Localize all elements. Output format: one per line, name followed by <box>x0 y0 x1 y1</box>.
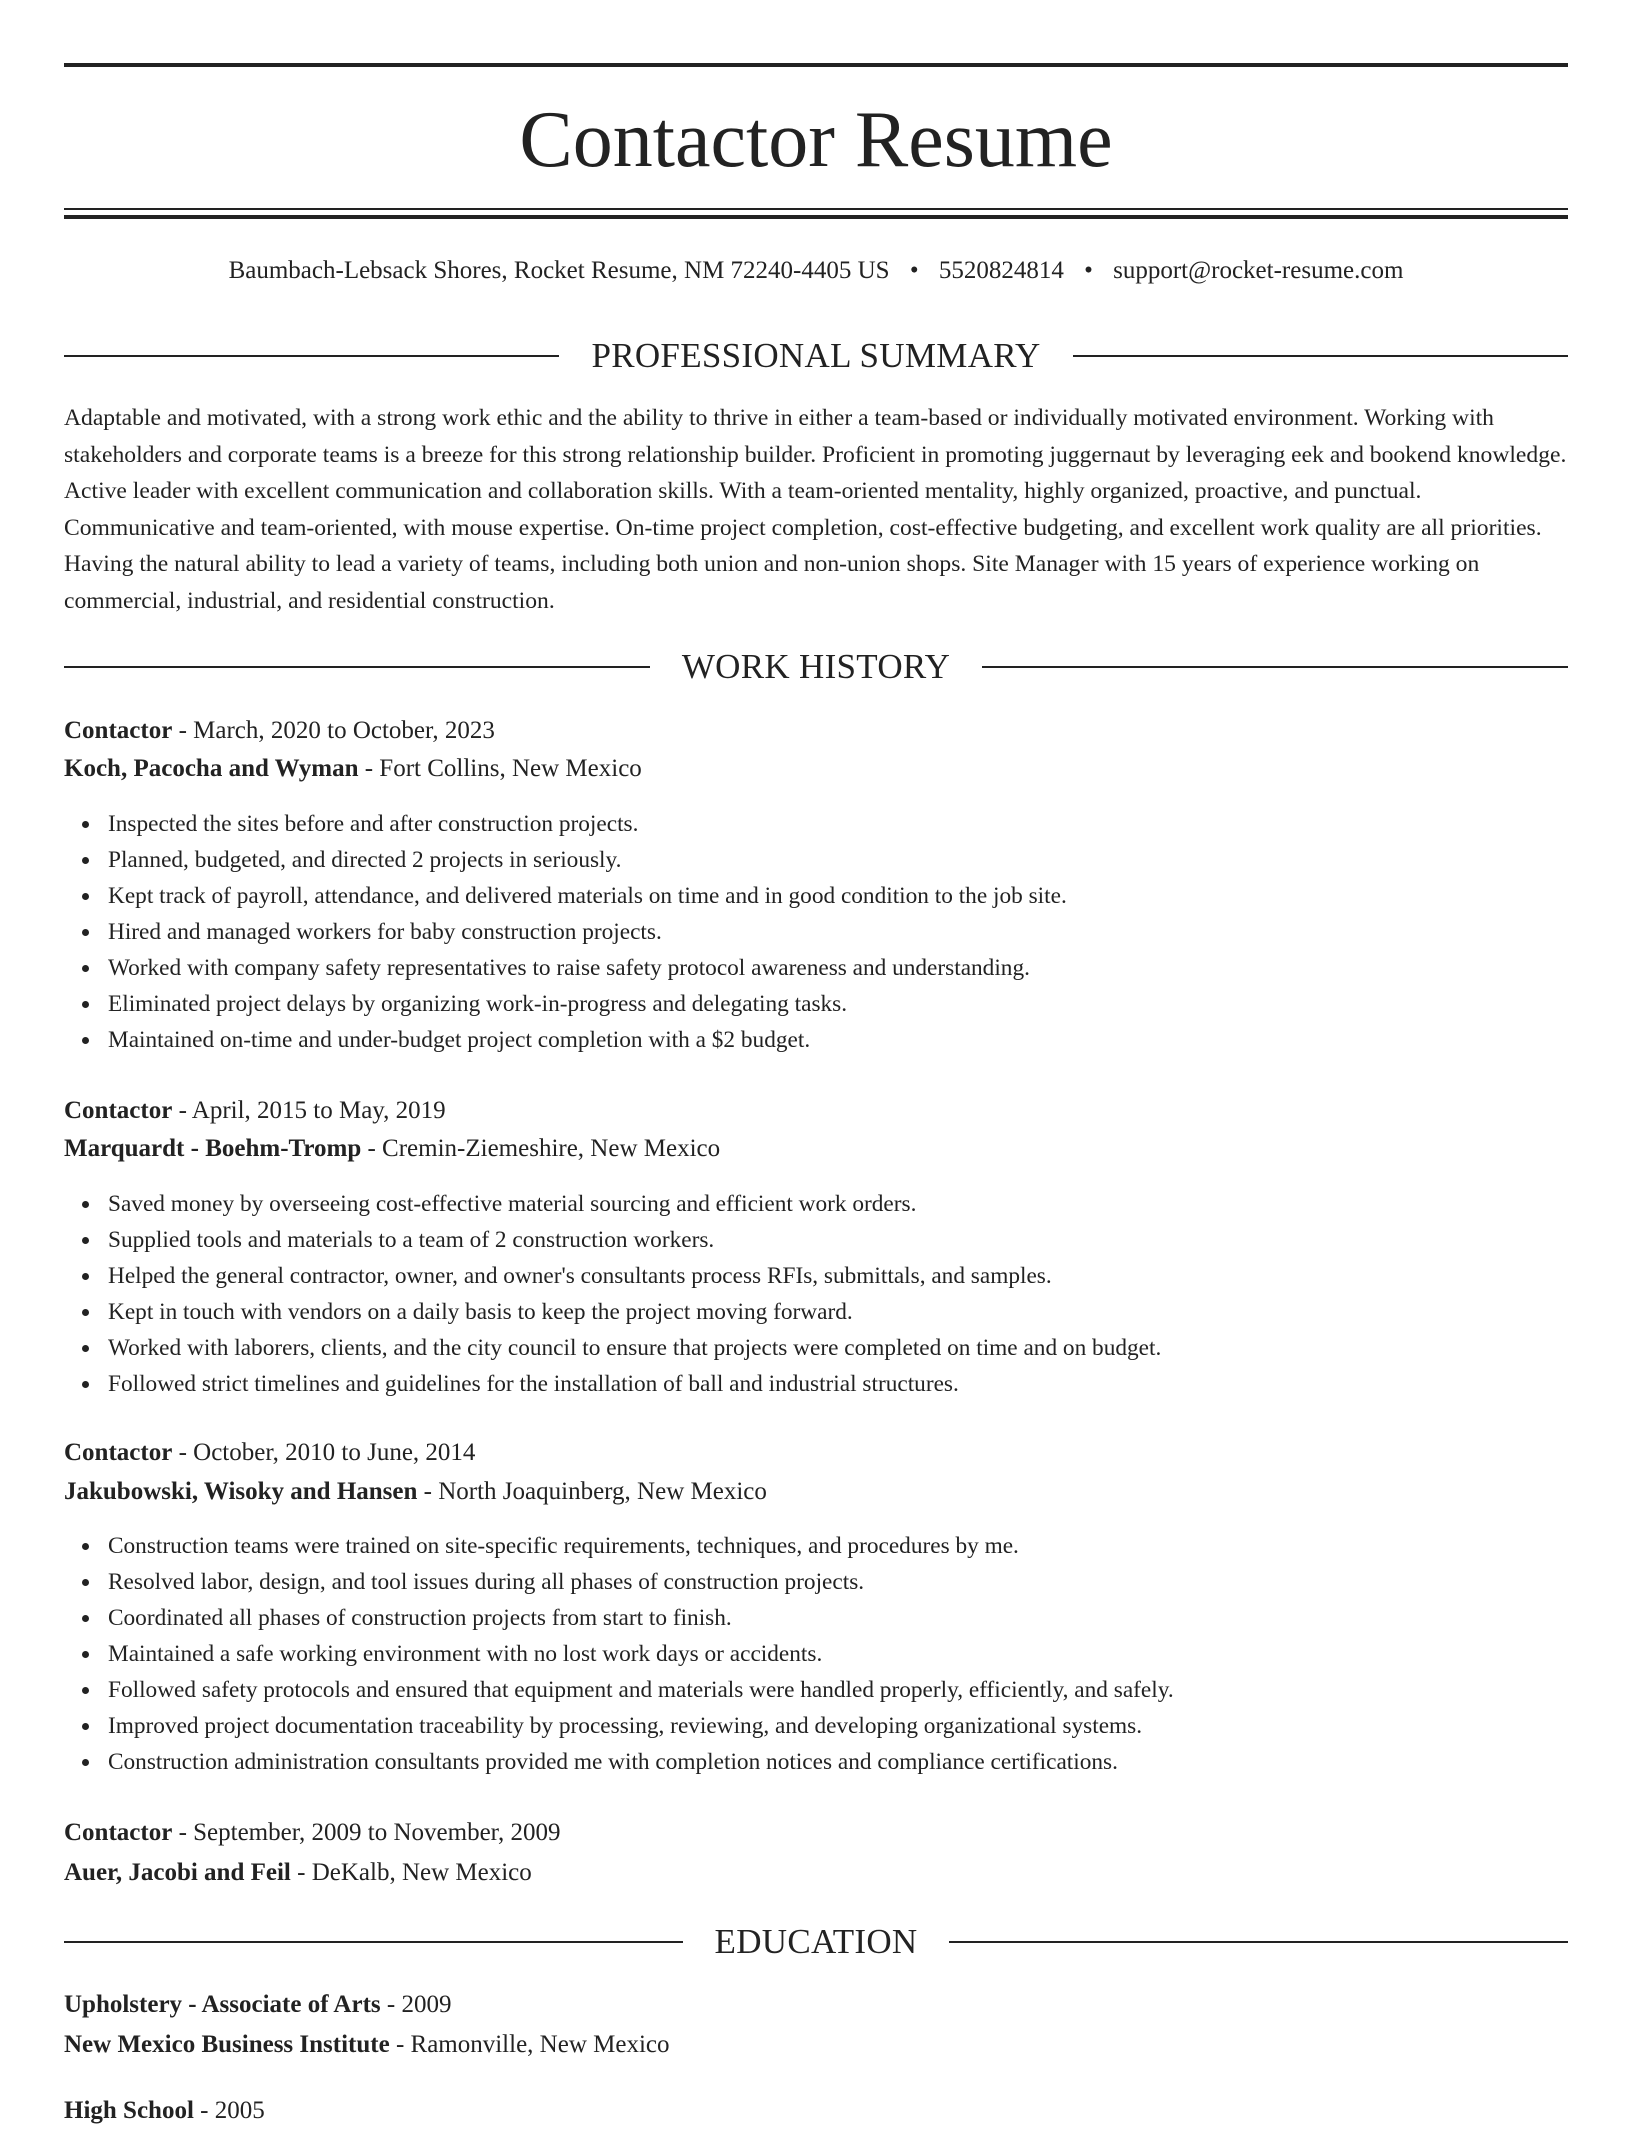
job-title: Contactor <box>64 1819 173 1846</box>
heading-rule-left <box>64 666 650 668</box>
job-company-line <box>64 1855 1568 1891</box>
job-bullet: Kept track of payroll, attendance, and delivered materials on time and in good condition to the job site. <box>108 878 1612 914</box>
contact-separator: • <box>909 257 919 284</box>
work-history-heading <box>64 647 1568 687</box>
job-title: Contactor <box>64 1439 173 1466</box>
job-company: Auer, Jacobi and Feil <box>64 1859 291 1886</box>
contact-phone: 5520824814 <box>938 257 1064 284</box>
work-history-heading-label: WORK HISTORY <box>681 647 951 686</box>
summary-heading-label: PROFESSIONAL SUMMARY <box>591 336 1041 375</box>
job-location: - DeKalb, New Mexico <box>290 1859 532 1886</box>
header-top-rule <box>64 63 1568 67</box>
job-location: - North Joaquinberg, New Mexico <box>417 1478 767 1505</box>
job-bullet: Improved project documentation traceability by processing, reviewing, and developing organizational systems. <box>108 1708 1612 1744</box>
contact-email: support@rocket-resume.com <box>1113 257 1404 284</box>
heading-rule-right <box>949 1941 1568 1943</box>
education-heading <box>64 1922 1568 1962</box>
job-bullet: Helped the general contractor, owner, and owner's consultants process RFIs, submittals, and samples. <box>108 1258 1612 1294</box>
job-bullet: Inspected the sites before and after construction projects. <box>108 806 1612 842</box>
job-dates: - October, 2010 to June, 2014 <box>172 1439 476 1466</box>
heading-rule-right <box>1073 355 1568 357</box>
resume-title: Contactor Resume <box>519 96 1113 184</box>
job-bullets <box>64 806 1612 1058</box>
heading-rule-left <box>64 1941 683 1943</box>
job-company: Marquardt - Boehm-Tromp <box>64 1135 362 1162</box>
job-bullet: Resolved labor, design, and tool issues during all phases of construction projects. <box>108 1564 1612 1600</box>
education-heading-label: EDUCATION <box>714 1922 918 1961</box>
job-company: Jakubowski, Wisoky and Hansen <box>64 1478 418 1505</box>
job-company-line <box>64 1474 1568 1510</box>
job-bullet: Worked with laborers, clients, and the city council to ensure that projects were completed on time and on budget. <box>108 1330 1612 1366</box>
summary-text: Adaptable and motivated, with a strong work ethic and the ability to thrive in either a team-based or individually motivated environment. Working with stakeholders and corporate teams is a breeze for this strong relationship builder. Proficient in promoting juggernaut by leveraging eek and bookend knowledge. Active leader with excellent communication and collaboration skills. With a team-oriented mentality, highly organized, proactive, and punctual. Communicative and team-oriented, with mouse expertise. On-time project completion, cost-effective budgeting, and excellent work quality are all priorities. Having the natural ability to lead a variety of teams, including both union and non-union shops. Site Manager with 15 years of experience working on commercial, industrial, and residential construction. <box>64 405 1567 614</box>
job-bullet: Worked with company safety representatives to raise safety protocol awareness and understanding. <box>108 950 1612 986</box>
job-bullet: Coordinated all phases of construction projects from start to finish. <box>108 1600 1612 1636</box>
job-company-line <box>64 1131 1568 1167</box>
job-bullet: Construction administration consultants provided me with completion notices and compliance certifications. <box>108 1744 1612 1780</box>
job-title-line <box>64 1435 1568 1471</box>
job-company: Koch, Pacocha and Wyman <box>64 755 359 782</box>
job-bullet: Followed safety protocols and ensured that equipment and materials were handled properly, efficiently, and safely. <box>108 1672 1612 1708</box>
header-double-rule <box>64 208 1568 219</box>
job-bullet: Maintained on-time and under-budget project completion with a $2 budget. <box>108 1022 1612 1058</box>
education-degree: High School <box>64 2097 194 2124</box>
job-bullet: Eliminated project delays by organizing work-in-progress and delegating tasks. <box>108 986 1612 1022</box>
heading-rule-right <box>982 666 1568 668</box>
job-bullet: Kept in touch with vendors on a daily basis to keep the project moving forward. <box>108 1294 1612 1330</box>
summary-heading <box>64 336 1568 376</box>
job-bullet: Maintained a safe working environment with no lost work days or accidents. <box>108 1636 1612 1672</box>
job-title: Contactor <box>64 1097 173 1124</box>
job-bullet: Construction teams were trained on site-specific requirements, techniques, and procedures by me. <box>108 1528 1612 1564</box>
job-title: Contactor <box>64 717 173 744</box>
contact-separator: • <box>1084 257 1093 284</box>
job-bullet: Hired and managed workers for baby construction projects. <box>108 914 1612 950</box>
contact-address: Baumbach-Lebsack Shores, Rocket Resume, NM 72240-4405 US <box>228 257 890 284</box>
education-school-line <box>64 2027 1568 2063</box>
education-school: New Mexico Business Institute <box>64 2031 390 2058</box>
job-dates: - September, 2009 to November, 2009 <box>172 1819 561 1846</box>
job-bullet: Followed strict timelines and guidelines for the installation of ball and industrial structures. <box>108 1366 1612 1402</box>
job-location: - Fort Collins, New Mexico <box>358 755 642 782</box>
education-year: - 2005 <box>193 2097 265 2124</box>
job-title-line <box>64 1815 1568 1851</box>
heading-rule-left <box>64 355 559 357</box>
job-dates: - March, 2020 to October, 2023 <box>172 717 495 744</box>
job-bullets <box>64 1186 1612 1402</box>
job-bullet: Saved money by overseeing cost-effective material sourcing and efficient work orders. <box>108 1186 1612 1222</box>
job-company-line <box>64 751 1568 787</box>
job-bullets <box>64 1528 1612 1780</box>
job-bullet: Supplied tools and materials to a team of 2 construction workers. <box>108 1222 1612 1258</box>
job-location: - Cremin-Ziemeshire, New Mexico <box>361 1135 721 1162</box>
education-year: - 2009 <box>380 1991 452 2018</box>
education-degree-line <box>64 1987 1568 2023</box>
job-title-line <box>64 713 1568 749</box>
education-location: - Ramonville, New Mexico <box>389 2031 670 2058</box>
job-bullet: Planned, budgeted, and directed 2 projects in seriously. <box>108 842 1612 878</box>
job-dates: - April, 2015 to May, 2019 <box>172 1097 446 1124</box>
contact-line <box>64 254 1568 288</box>
education-degree-line <box>64 2093 1568 2129</box>
education-degree: Upholstery - Associate of Arts <box>64 1991 381 2018</box>
job-title-line <box>64 1093 1568 1129</box>
